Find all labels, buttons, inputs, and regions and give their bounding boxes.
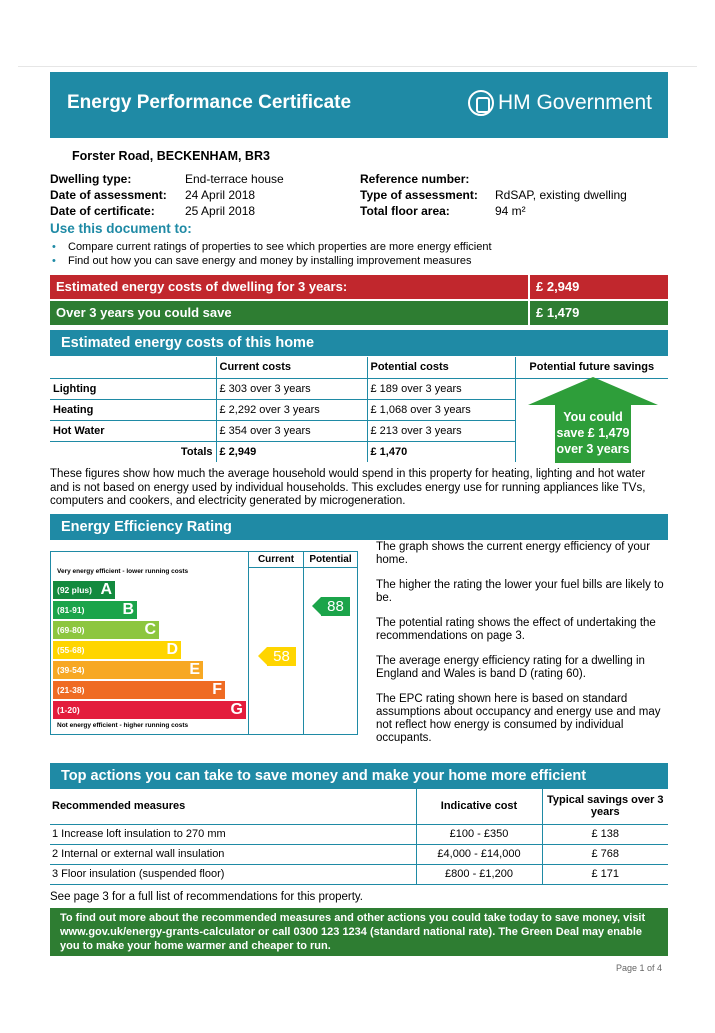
top-actions-table: [50, 788, 668, 885]
potential-cost: £ 213 over 3 years: [367, 420, 515, 441]
savings-value: £ 1,479: [536, 305, 580, 320]
indicative-cost-header: Indicative cost: [416, 788, 542, 824]
current-column-header: Current: [249, 552, 303, 568]
measure-cell: 3 Floor insulation (suspended floor): [50, 864, 416, 884]
rating-text: The potential rating shows the effect of undertaking the recommendations on page 3.: [376, 617, 656, 642]
current-rating-value: 58: [267, 647, 296, 666]
band-a: [53, 581, 115, 599]
band-e: [53, 661, 203, 679]
rating-explanation: [376, 541, 668, 757]
details-left: [50, 171, 284, 219]
saving-cell: £ 768: [542, 844, 668, 864]
estimated-cost-value: £ 2,949: [536, 279, 580, 294]
table-row: [50, 824, 668, 844]
current-costs-header: Current costs: [216, 357, 367, 378]
energy-rating-chart: [50, 551, 360, 735]
measure-cell: 1 Increase loft insulation to 270 mm: [50, 824, 416, 844]
totals-current: £ 2,949: [216, 441, 367, 462]
band-g: [53, 701, 246, 719]
band-letter: D: [166, 641, 178, 658]
cost-cell: £100 - £350: [416, 824, 542, 844]
band-range: (39-54): [57, 665, 85, 675]
rating-text: The higher the rating the lower your fuel bills are likely to be.: [376, 579, 664, 604]
rating-text: The average energy efficiency rating for a dwelling in England and Wales is band D (rating 60).: [376, 655, 645, 680]
current-cost: £ 354 over 3 years: [216, 420, 367, 441]
bullet-text: Find out how you can save energy and money by installing improvement measures: [68, 255, 472, 267]
page-title: Energy Performance Certificate: [67, 92, 352, 113]
reference-label: Reference number:: [360, 172, 470, 186]
saving-cell: £ 138: [542, 824, 668, 844]
assessment-type-value: RdSAP, existing dwelling: [495, 188, 627, 202]
savings-arrow-text: [528, 409, 658, 457]
band-letter: G: [230, 701, 243, 718]
potential-pointer-arrow: [312, 597, 321, 615]
bullet-icon: •: [52, 241, 56, 253]
potential-cost: £ 1,068 over 3 years: [367, 399, 515, 420]
typical-savings-header: Typical savings over 3 years: [542, 788, 668, 824]
certificate-header: [50, 72, 668, 138]
bullet-text: Compare current ratings of properties to see which properties are more energy efficient: [68, 241, 492, 253]
current-pointer-arrow: [258, 647, 267, 665]
potential-column-header: Potential: [304, 552, 357, 568]
band-range: (21-38): [57, 685, 85, 695]
property-address: Forster Road, BECKENHAM, BR3: [72, 149, 270, 163]
hm-government-text: HM Government: [497, 91, 652, 114]
measure-cell: 2 Internal or external wall insulation: [50, 844, 416, 864]
potential-costs-header: Potential costs: [367, 357, 515, 378]
estimated-cost-bar: [50, 275, 668, 299]
floor-area-label: Total floor area:: [360, 204, 450, 218]
totals-label: Totals: [180, 445, 213, 458]
royal-crest-icon: [468, 90, 494, 116]
use-document-title: Use this document to:: [50, 221, 192, 236]
measures-header: Recommended measures: [50, 788, 416, 824]
band-letter: B: [122, 601, 134, 618]
inefficient-note: Not energy efficient - higher running costs: [57, 722, 189, 729]
totals-potential: £ 1,470: [367, 441, 515, 462]
rating-divider: [248, 551, 249, 735]
page-top-rule: [18, 66, 697, 67]
assessment-date-value: 24 April 2018: [185, 188, 256, 202]
assessment-type-label: Type of assessment:: [360, 188, 478, 202]
rating-text: The EPC rating shown here is based on standard assumptions about occupancy and energy use and may not reflect how energy is consumed by individual occupants.: [376, 693, 661, 744]
rating-divider: [303, 551, 304, 735]
costs-section-title: Estimated energy costs of this home: [50, 330, 668, 356]
details-right: [360, 171, 627, 219]
dwelling-type-label: Dwelling type:: [50, 172, 132, 186]
hm-government-logo: [468, 90, 652, 116]
band-range: (81-91): [57, 605, 85, 615]
dwelling-type-value: End-terrace house: [185, 172, 284, 186]
estimated-cost-label: Estimated energy costs of dwelling for 3 years:: [50, 275, 530, 299]
see-page-note: See page 3 for a full list of recommendations for this property.: [50, 891, 363, 903]
savings-arrow: [528, 377, 658, 463]
row-label: Lighting: [50, 378, 216, 399]
band-range: (69-80): [57, 625, 85, 635]
current-cost: £ 2,292 over 3 years: [216, 399, 367, 420]
band-letter: E: [189, 661, 200, 678]
savings-line: over 3 years: [556, 442, 630, 456]
savings-arrow-head: [528, 377, 658, 405]
band-b: [53, 601, 137, 619]
bullet-icon: •: [52, 255, 56, 267]
cost-cell: £4,000 - £14,000: [416, 844, 542, 864]
saving-cell: £ 171: [542, 864, 668, 884]
savings-line: You could: [563, 410, 623, 424]
band-range: (1-20): [57, 705, 80, 715]
table-row: [50, 864, 668, 884]
floor-area-value: 94 m²: [495, 204, 526, 218]
band-f: [53, 681, 225, 699]
potential-rating-value: 88: [321, 597, 350, 616]
table-row: [50, 844, 668, 864]
costs-corner-cell: [50, 357, 216, 378]
band-range: (92 plus): [57, 585, 92, 595]
green-deal-footer: To find out more about the recommended measures and other actions you could take today to save money, visit www.gov.uk/energy-grants-calculator or call 0300 123 1234 (standard national rate). The Green Deal may enable you to make your home warmer and cheaper to run.: [50, 908, 668, 956]
savings-bar: [50, 301, 668, 325]
row-label: Heating: [50, 399, 216, 420]
band-letter: C: [144, 621, 156, 638]
band-range: (55-68): [57, 645, 85, 655]
use-bullets: [50, 240, 492, 268]
rating-section-title: Energy Efficiency Rating: [50, 514, 668, 540]
potential-cost: £ 189 over 3 years: [367, 378, 515, 399]
actions-section-title: Top actions you can take to save money and make your home more efficient: [50, 763, 668, 789]
certificate-date-value: 25 April 2018: [185, 204, 256, 218]
efficient-note: Very energy efficient - lower running costs: [57, 568, 189, 575]
current-cost: £ 303 over 3 years: [216, 378, 367, 399]
savings-line: save £ 1,479: [556, 426, 630, 440]
row-label: Hot Water: [50, 420, 216, 441]
certificate-date-label: Date of certificate:: [50, 204, 155, 218]
band-letter: A: [100, 581, 112, 598]
page-number: Page 1 of 4: [616, 963, 663, 973]
savings-label: Over 3 years you could save: [50, 301, 530, 325]
cost-cell: £800 - £1,200: [416, 864, 542, 884]
assessment-date-label: Date of assessment:: [50, 188, 167, 202]
costs-note: These figures show how much the average household would spend in this property for heating, lighting and hot water and is not based on energy used by individual households. This excludes energy use for running appliances like TVs, computers and cookers, and electricity generated by microgeneration.: [50, 468, 646, 507]
band-c: [53, 621, 159, 639]
certificate-page: [50, 72, 668, 973]
band-d: [53, 641, 181, 659]
rating-text: The graph shows the current energy efficiency of your home.: [376, 541, 651, 566]
band-letter: F: [212, 681, 222, 698]
future-savings-header: Potential future savings: [515, 357, 668, 378]
